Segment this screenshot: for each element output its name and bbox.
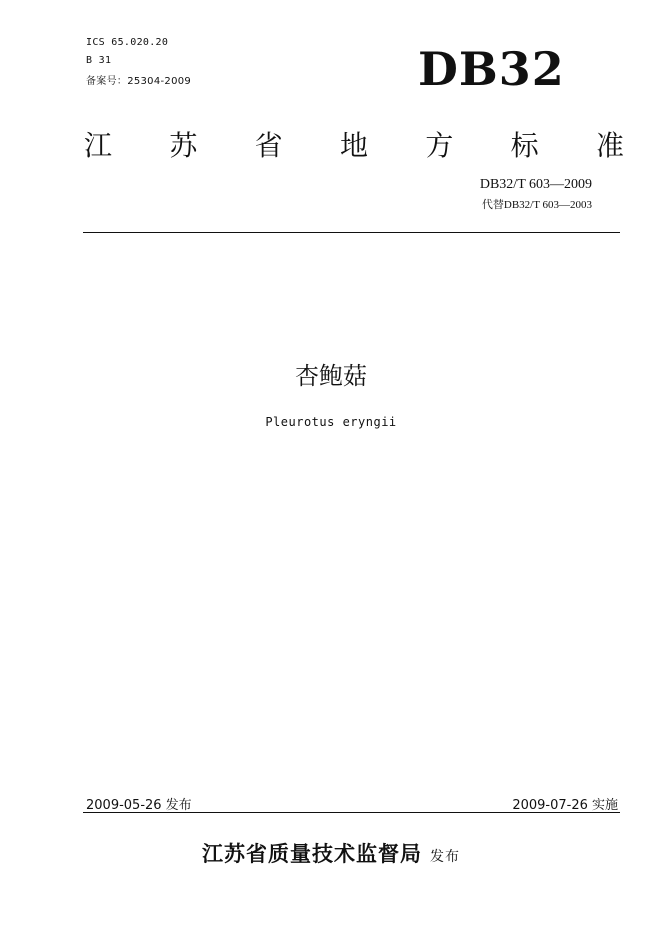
record-number: 备案号：25304-2009 xyxy=(86,76,192,87)
standard-brand-logo: DB32 xyxy=(418,42,565,96)
document-subtitle: Pleurotus eryngii xyxy=(265,415,397,429)
publisher-name: 江苏省质量技术监督局 xyxy=(202,842,422,866)
document-title: 杏鲍菇 xyxy=(295,362,367,390)
title-char: 准 xyxy=(595,129,624,162)
title-char: 江 xyxy=(84,129,113,162)
classification-code: B 31 xyxy=(86,55,112,66)
issue-date: 2009-05-26 发布 xyxy=(86,798,192,813)
publisher-line xyxy=(0,838,662,868)
footer-divider xyxy=(83,812,620,813)
publisher-suffix: 发布 xyxy=(430,849,460,865)
replaced-standard-number: 代替DB32/T 603—2003 xyxy=(481,199,592,211)
standard-type-title xyxy=(84,124,624,164)
title-char: 地 xyxy=(339,129,368,162)
title-char: 苏 xyxy=(169,129,198,162)
title-char: 方 xyxy=(425,129,454,162)
header-divider xyxy=(83,232,620,233)
ics-code: ICS 65.020.20 xyxy=(86,37,169,48)
standard-number: DB32/T 603—2009 xyxy=(479,177,592,192)
title-char: 省 xyxy=(254,129,283,162)
title-char: 标 xyxy=(510,129,539,162)
implementation-date: 2009-07-26 实施 xyxy=(512,798,618,813)
